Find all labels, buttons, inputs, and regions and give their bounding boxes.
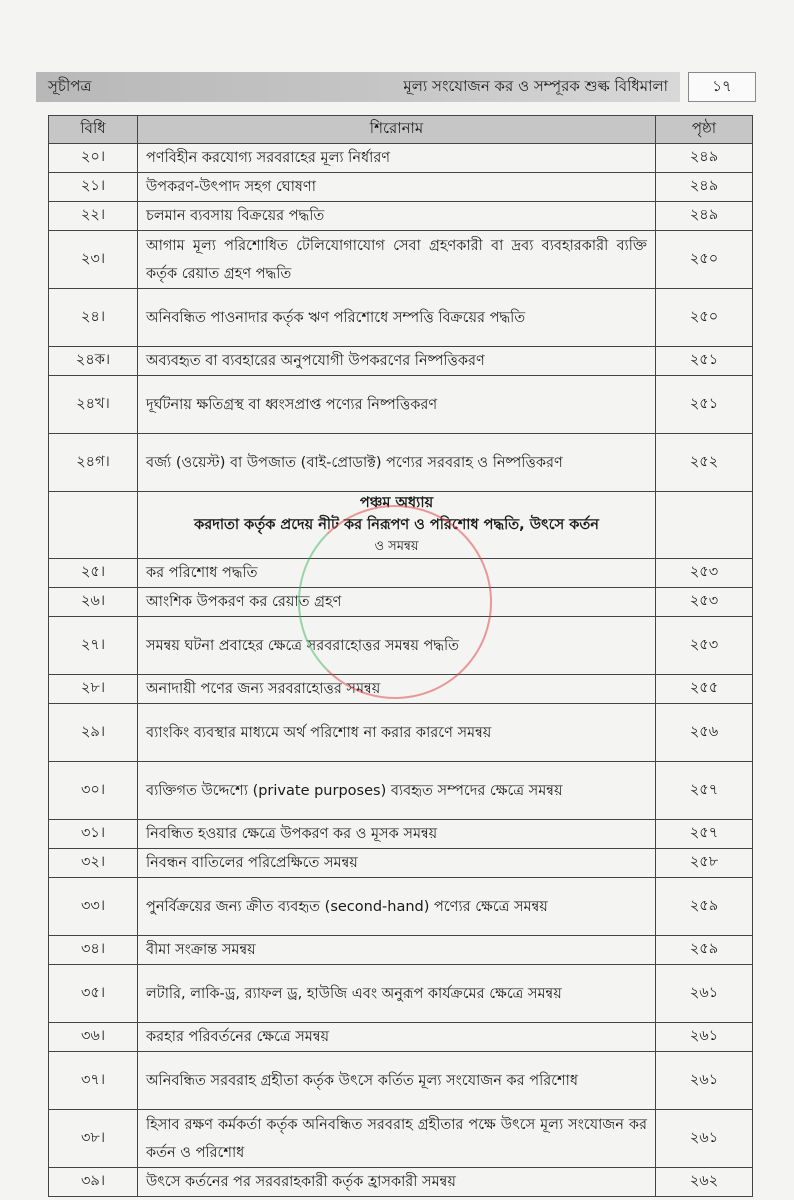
table-row: [49, 1023, 753, 1052]
col-title: শিরোনাম: [138, 116, 656, 144]
page-ref: ২৬১: [656, 1052, 753, 1110]
page-ref: ২৬১: [656, 1110, 753, 1168]
table-row: [49, 588, 753, 617]
rule-title: ব্যক্তিগত উদ্দেশ্যে (private purposes) ব্যবহৃত সম্পদের ক্ষেত্রে সমন্বয়: [138, 762, 656, 820]
table-row: [49, 1110, 753, 1168]
table-row: [49, 762, 753, 820]
rule-title: অব্যবহৃত বা ব্যবহারের অনুপযোগী উপকরণের নিষ্পত্তিকরণ: [138, 347, 656, 376]
table-row: [49, 936, 753, 965]
page-ref: ২৬২: [656, 1168, 753, 1197]
rule-title: দূর্ঘটনায় ক্ষতিগ্রস্থ বা ধ্বংসপ্রাপ্ত পণ্যের নিষ্পত্তিকরণ: [138, 376, 656, 434]
page-ref: ২৫২: [656, 434, 753, 492]
rule-number: ৩৯।: [49, 1168, 138, 1197]
page-ref: ২৫৬: [656, 704, 753, 762]
rule-title: কর পরিশোধ পদ্ধতি: [138, 559, 656, 588]
page-ref: ২৪৯: [656, 173, 753, 202]
page-ref: ২৫৫: [656, 675, 753, 704]
rule-number: ৩২।: [49, 849, 138, 878]
rule-title: অনিবন্ধিত পাওনাদার কর্তৃক ঋণ পরিশোধে সম্পত্তি বিক্রয়ের পদ্ধতি: [138, 289, 656, 347]
book-title: মূল্য সংযোজন কর ও সম্পূরক শুল্ক বিধিমালা: [403, 76, 668, 95]
table-header-row: [49, 116, 753, 144]
rule-title: হিসাব রক্ষণ কর্মকর্তা কর্তৃক অনিবন্ধিত সরবরাহ গ্রহীতার পক্ষে উৎসে মূল্য সংযোজন কর কর্তন ও পরিশোধ: [138, 1110, 656, 1168]
rule-number: ৩৭।: [49, 1052, 138, 1110]
chapter-row: [49, 492, 753, 559]
table-row: [49, 434, 753, 492]
rule-title: করহার পরিবর্তনের ক্ষেত্রে সমন্বয়: [138, 1023, 656, 1052]
rule-title: বীমা সংক্রান্ত সমন্বয়: [138, 936, 656, 965]
section-label: সূচীপত্র: [48, 76, 92, 95]
rule-title: চলমান ব্যবসায় বিক্রয়ের পদ্ধতি: [138, 202, 656, 231]
rule-title: অনাদায়ী পণের জন্য সরবরাহোত্তর সমন্বয়: [138, 675, 656, 704]
rule-title: আংশিক উপকরণ কর রেয়াত গ্রহণ: [138, 588, 656, 617]
page-ref: ২৫৭: [656, 820, 753, 849]
page-ref: ২৫৩: [656, 588, 753, 617]
rule-number: ৩৬।: [49, 1023, 138, 1052]
table-row: [49, 1052, 753, 1110]
rule-number: ২২।: [49, 202, 138, 231]
table-row: [49, 965, 753, 1023]
page-ref: ২৫৩: [656, 559, 753, 588]
page-ref: ২৪৯: [656, 144, 753, 173]
table-row: [49, 675, 753, 704]
rule-title: সমন্বয় ঘটনা প্রবাহের ক্ষেত্রে সরবরাহোত্তর সমন্বয় পদ্ধতি: [138, 617, 656, 675]
rule-number: ২৮।: [49, 675, 138, 704]
table-row: [49, 173, 753, 202]
table-row: [49, 1168, 753, 1197]
rule-number: ২৪।: [49, 289, 138, 347]
rule-number: ২৯।: [49, 704, 138, 762]
rule-number: ৩১।: [49, 820, 138, 849]
rule-number: ৩০।: [49, 762, 138, 820]
rule-number: ২৫।: [49, 559, 138, 588]
chapter-subtitle-cont: ও সমন্বয়: [374, 539, 419, 554]
page-ref: ২৫০: [656, 289, 753, 347]
col-rule: বিধি: [49, 116, 138, 144]
rule-number: ৩৫।: [49, 965, 138, 1023]
table-row: [49, 820, 753, 849]
page-ref: ২৫১: [656, 376, 753, 434]
empty-cell: [656, 492, 753, 559]
running-header: [36, 72, 756, 102]
chapter-subtitle: করদাতা কর্তৃক প্রদেয় নীট কর নিরূপণ ও পরিশোধ পদ্ধতি, উৎসে কর্তন: [194, 517, 599, 533]
rule-number: ২৬।: [49, 588, 138, 617]
page-ref: ২৫৯: [656, 936, 753, 965]
empty-cell: [49, 492, 138, 559]
rule-title: নিবন্ধন বাতিলের পরিপ্রেক্ষিতে সমন্বয়: [138, 849, 656, 878]
table-row: [49, 617, 753, 675]
table-row: [49, 289, 753, 347]
table-row: [49, 376, 753, 434]
col-page: পৃষ্ঠা: [656, 116, 753, 144]
table-row: [49, 202, 753, 231]
rule-number: ৩৮।: [49, 1110, 138, 1168]
table-row: [49, 231, 753, 289]
rule-number: ২৪ক।: [49, 347, 138, 376]
rule-number: ২১।: [49, 173, 138, 202]
rule-title: উৎসে কর্তনের পর সরবরাহকারী কর্তৃক হ্রাসকারী সমন্বয়: [138, 1168, 656, 1197]
page-ref: ২৫৭: [656, 762, 753, 820]
rule-number: ২০।: [49, 144, 138, 173]
page-number: ১৭: [688, 72, 756, 102]
table-row: [49, 559, 753, 588]
table-row: [49, 347, 753, 376]
rule-number: ২৭।: [49, 617, 138, 675]
table-row: [49, 849, 753, 878]
page-ref: ২৬১: [656, 1023, 753, 1052]
rule-title: ব্যাংকিং ব্যবস্থার মাধ্যমে অর্থ পরিশোধ না করার কারণে সমন্বয়: [138, 704, 656, 762]
page-ref: ২৫৯: [656, 878, 753, 936]
header-band: [36, 72, 680, 102]
rule-title: পুনর্বিক্রয়ের জন্য ক্রীত ব্যবহৃত (second-hand) পণ্যের ক্ষেত্রে সমন্বয়: [138, 878, 656, 936]
page-ref: ২৫৩: [656, 617, 753, 675]
page-ref: ২৫১: [656, 347, 753, 376]
page-ref: ২৫৮: [656, 849, 753, 878]
page-ref: ২৪৯: [656, 202, 753, 231]
rule-number: ৩৩।: [49, 878, 138, 936]
chapter-title: পঞ্চম অধ্যায়: [359, 495, 434, 511]
rule-title: বর্জ্য (ওয়েস্ট) বা উপজাত (বাই-প্রোডাক্ট) পণ্যের সরবরাহ ও নিষ্পত্তিকরণ: [138, 434, 656, 492]
chapter-heading: [138, 492, 656, 559]
rule-title: আগাম মূল্য পরিশোধিত টেলিযোগাযোগ সেবা গ্রহণকারী বা দ্রব্য ব্যবহারকারী ব্যক্তি কর্তৃক রেয়াত গ্রহণ পদ্ধতি: [138, 231, 656, 289]
table-row: [49, 144, 753, 173]
rule-number: ২৪গ।: [49, 434, 138, 492]
rule-number: ২৩।: [49, 231, 138, 289]
page-ref: ২৬১: [656, 965, 753, 1023]
rule-number: ৩৪।: [49, 936, 138, 965]
table-row: [49, 878, 753, 936]
contents-table: [48, 115, 753, 1197]
rule-number: ২৪খ।: [49, 376, 138, 434]
rule-title: লটারি, লাকি-ড্র, র‌্যাফল ড্র, হাউজি এবং অনুরূপ কার্যক্রমের ক্ষেত্রে সমন্বয়: [138, 965, 656, 1023]
rule-title: পণবিহীন করযোগ্য সরবরাহের মূল্য নির্ধারণ: [138, 144, 656, 173]
table-row: [49, 704, 753, 762]
rule-title: উপকরণ-উৎপাদ সহগ ঘোষণা: [138, 173, 656, 202]
rule-title: অনিবন্ধিত সরবরাহ গ্রহীতা কর্তৃক উৎসে কর্তিত মূল্য সংযোজন কর পরিশোধ: [138, 1052, 656, 1110]
rule-title: নিবন্ধিত হওয়ার ক্ষেত্রে উপকরণ কর ও মূসক সমন্বয়: [138, 820, 656, 849]
page-ref: ২৫০: [656, 231, 753, 289]
